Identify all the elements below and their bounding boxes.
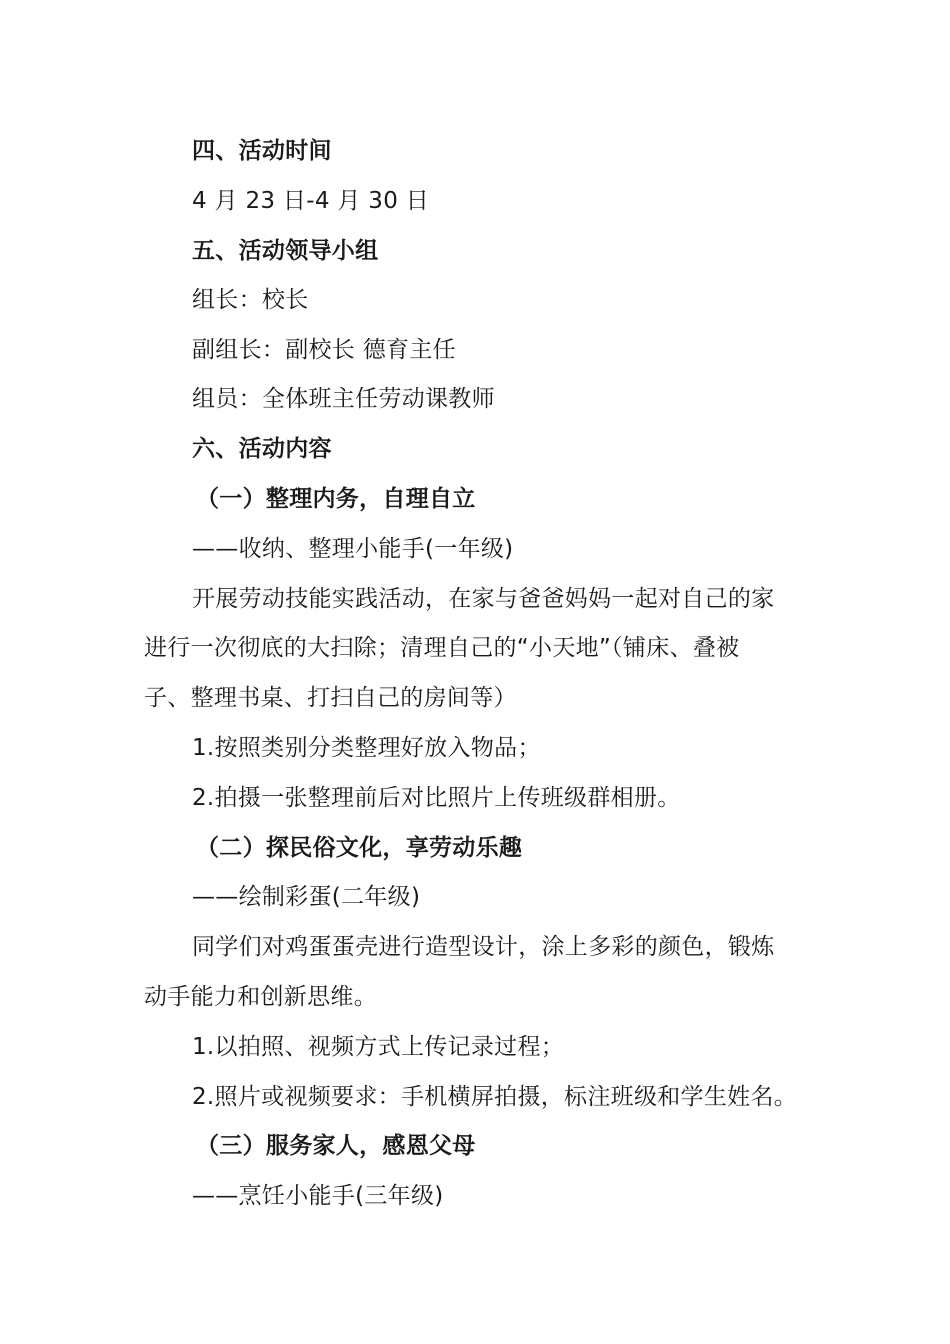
section-heading-6: 六、活动内容 xyxy=(192,436,332,462)
part2-item-1: 1.以拍照、视频方式上传记录过程； xyxy=(192,1034,565,1060)
part1-paragraph-line-3: 子、整理书桌、打扫自己的房间等） xyxy=(144,685,517,711)
vice-leader-text: 副组长：副校长 德育主任 xyxy=(192,337,456,363)
part2-paragraph-line-2: 动手能力和创新思维。 xyxy=(144,984,377,1010)
part2-paragraph-line-1: 同学们对鸡蛋蛋壳进行造型设计，涂上多彩的颜色，锻炼 xyxy=(192,934,775,960)
part3-title: （三）服务家人，感恩父母 xyxy=(196,1133,476,1159)
members-text: 组员：全体班主任劳动课教师 xyxy=(192,386,495,412)
group-leader-text: 组长：校长 xyxy=(192,287,309,313)
part1-item-1: 1.按照类别分类整理好放入物品； xyxy=(192,735,541,761)
activity-time-text: 4 月 23 日-4 月 30 日 xyxy=(192,188,430,214)
section-heading-4: 四、活动时间 xyxy=(192,138,332,164)
part1-title: （一）整理内务，自理自立 xyxy=(196,486,476,512)
part1-paragraph-line-1: 开展劳动技能实践活动，在家与爸爸妈妈一起对自己的家 xyxy=(192,586,775,612)
part3-subtitle: ——烹饪小能手(三年级) xyxy=(192,1183,444,1209)
part1-subtitle: ——收纳、整理小能手(一年级) xyxy=(192,536,514,562)
part2-subtitle: ——绘制彩蛋(二年级) xyxy=(192,884,421,910)
section-heading-5: 五、活动领导小组 xyxy=(192,238,379,264)
part2-item-2: 2.照片或视频要求：手机横屏拍摄，标注班级和学生姓名。 xyxy=(192,1084,798,1110)
part1-paragraph-line-2: 进行一次彻底的大扫除；清理自己的“小天地”（铺床、叠被 xyxy=(144,635,740,661)
part1-item-2: 2.拍摄一张整理前后对比照片上传班级群相册。 xyxy=(192,785,681,811)
part2-title: （二）探民俗文化，享劳动乐趣 xyxy=(196,835,523,861)
